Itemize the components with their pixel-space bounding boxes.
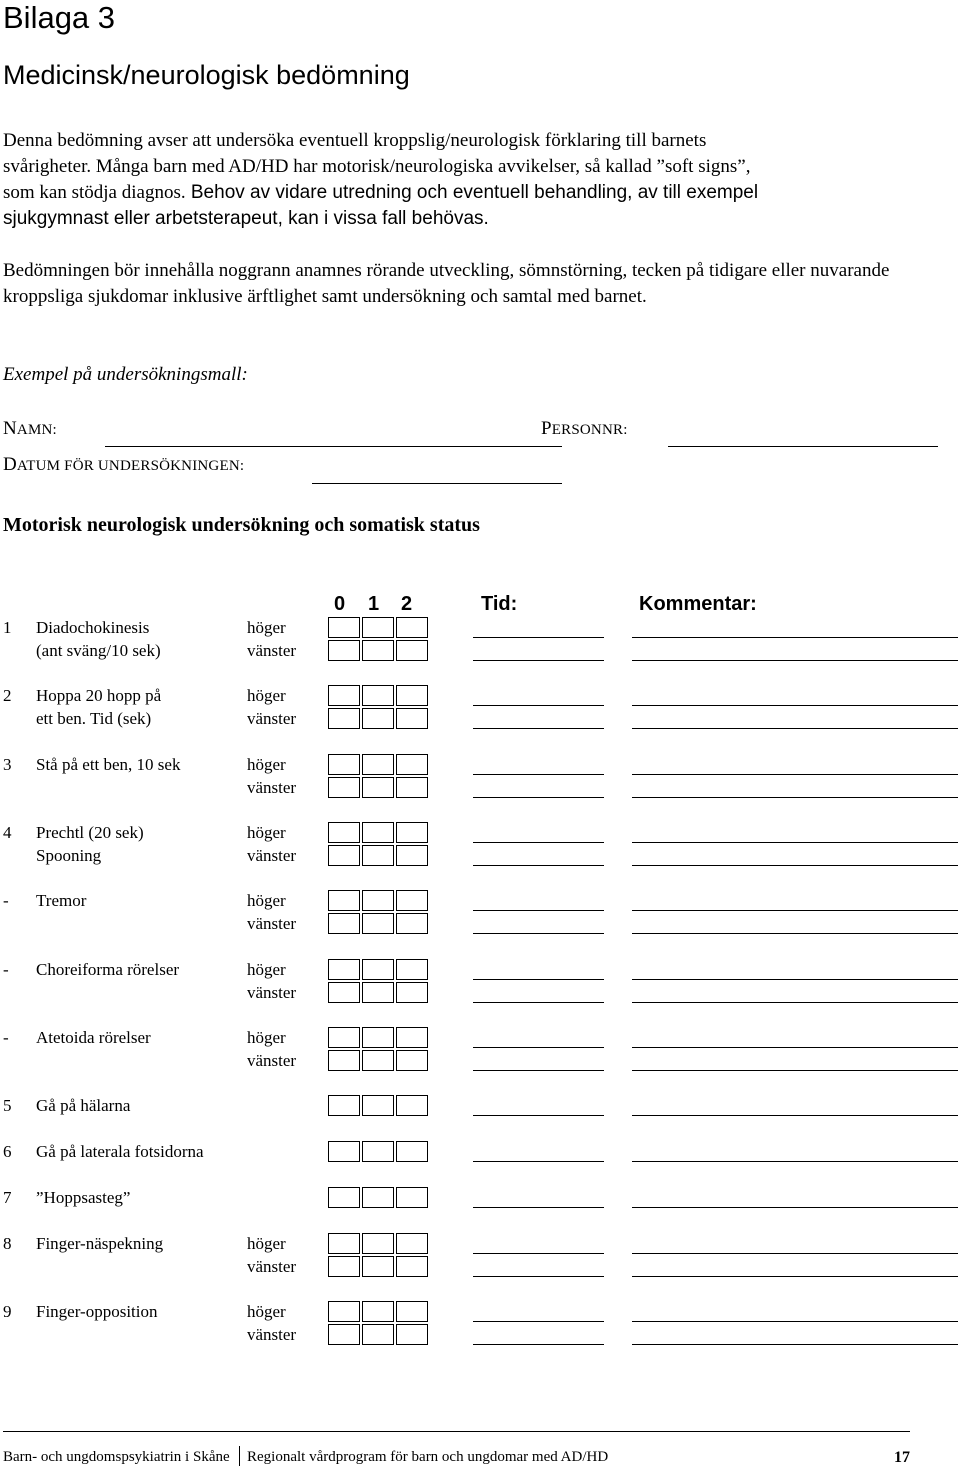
score-2-checkbox[interactable]	[396, 959, 428, 980]
footer-separator	[239, 1446, 240, 1466]
time-input-line[interactable]	[473, 1070, 604, 1071]
score-0-checkbox[interactable]	[328, 1187, 360, 1208]
score-1-checkbox[interactable]	[362, 890, 394, 911]
score-0-checkbox[interactable]	[328, 1027, 360, 1048]
personnr-label-rest: ERSONNR:	[551, 422, 628, 438]
personnr-label	[541, 417, 628, 442]
score-2-checkbox[interactable]	[396, 708, 428, 729]
score-2-checkbox[interactable]	[396, 1095, 428, 1116]
side-label-left: vänster	[247, 914, 297, 933]
row-label: ”Hoppsasteg”	[36, 1188, 131, 1207]
score-1-checkbox[interactable]	[362, 754, 394, 775]
score-2-checkbox[interactable]	[396, 1141, 428, 1162]
example-label: Exempel på undersökningsmall:	[3, 364, 248, 385]
score-0-checkbox[interactable]	[328, 754, 360, 775]
score-1-checkbox[interactable]	[362, 1050, 394, 1071]
score-2-checkbox[interactable]	[396, 1256, 428, 1277]
name-label-rest: AMN:	[16, 422, 57, 438]
score-2-checkbox[interactable]	[396, 845, 428, 866]
side-label-left: vänster	[247, 1325, 297, 1344]
time-input-line[interactable]	[473, 1115, 604, 1116]
personnr-field-line[interactable]	[668, 446, 938, 447]
time-input-line[interactable]	[473, 1002, 604, 1003]
score-1-checkbox[interactable]	[362, 640, 394, 661]
comment-input-line[interactable]	[632, 774, 958, 775]
time-input-line[interactable]	[473, 933, 604, 934]
side-label-left: vänster	[247, 641, 297, 660]
score-0-checkbox[interactable]	[328, 913, 360, 934]
column-score-1: 1	[368, 593, 380, 615]
footer-rule	[3, 1431, 910, 1432]
score-0-checkbox[interactable]	[328, 1233, 360, 1254]
comment-input-line[interactable]	[632, 797, 958, 798]
row-number: 5	[3, 1096, 12, 1115]
score-1-checkbox[interactable]	[362, 1095, 394, 1116]
score-2-checkbox[interactable]	[396, 685, 428, 706]
time-input-line[interactable]	[473, 865, 604, 866]
comment-input-line[interactable]	[632, 1276, 958, 1277]
footer-left-text: Barn- och ungdomspsykiatrin i Skåne	[3, 1449, 230, 1465]
date-label	[3, 453, 244, 478]
score-1-checkbox[interactable]	[362, 1324, 394, 1345]
score-0-checkbox[interactable]	[328, 1141, 360, 1162]
score-2-checkbox[interactable]	[396, 1027, 428, 1048]
comment-input-line[interactable]	[632, 1207, 958, 1208]
score-0-checkbox[interactable]	[328, 982, 360, 1003]
column-time: Tid:	[481, 593, 518, 615]
score-0-checkbox[interactable]	[328, 617, 360, 638]
time-input-line[interactable]	[473, 660, 604, 661]
comment-input-line[interactable]	[632, 1115, 958, 1116]
row-label: Prechtl (20 sek)	[36, 823, 144, 842]
score-2-checkbox[interactable]	[396, 617, 428, 638]
personnr-label-initial: P	[541, 418, 552, 439]
score-2-checkbox[interactable]	[396, 640, 428, 661]
side-label-right: höger	[247, 618, 286, 637]
comment-input-line[interactable]	[632, 1253, 958, 1254]
row-label: Stå på ett ben, 10 sek	[36, 755, 181, 774]
row-number: -	[3, 891, 9, 910]
score-1-checkbox[interactable]	[362, 777, 394, 798]
row-number: 3	[3, 755, 12, 774]
time-input-line[interactable]	[473, 774, 604, 775]
row-label: Finger-näspekning	[36, 1234, 164, 1253]
time-input-line[interactable]	[473, 728, 604, 729]
score-2-checkbox[interactable]	[396, 890, 428, 911]
row-label-continued: (ant sväng/10 sek)	[36, 641, 161, 660]
side-label-left: vänster	[247, 709, 297, 728]
time-input-line[interactable]	[473, 1321, 604, 1322]
side-label-left: vänster	[247, 778, 297, 797]
score-2-checkbox[interactable]	[396, 1187, 428, 1208]
date-label-initial: D	[3, 454, 17, 475]
score-1-checkbox[interactable]	[362, 708, 394, 729]
time-input-line[interactable]	[473, 1344, 604, 1345]
date-label-rest: ATUM FÖR UNDERSÖKNINGEN:	[16, 458, 245, 474]
intro-p1-line-1: Denna bedömning avser att undersöka eventuell kroppslig/neurologisk förklaring till barnets	[3, 130, 707, 151]
intro-p1-line-3: som kan stödja diagnos.	[3, 182, 186, 203]
score-0-checkbox[interactable]	[328, 640, 360, 661]
score-0-checkbox[interactable]	[328, 708, 360, 729]
comment-input-line[interactable]	[632, 1344, 958, 1345]
name-label-initial: N	[3, 418, 17, 439]
intro-p1-arial-2: sjukgymnast eller arbetsterapeut, kan i vissa fall behövas.	[3, 208, 489, 229]
score-0-checkbox[interactable]	[328, 1050, 360, 1071]
row-label: Tremor	[36, 891, 87, 910]
score-2-checkbox[interactable]	[396, 777, 428, 798]
column-score-2: 2	[401, 593, 413, 615]
comment-input-line[interactable]	[632, 1002, 958, 1003]
score-2-checkbox[interactable]	[396, 913, 428, 934]
row-label-continued: Spooning	[36, 846, 102, 865]
row-number: 4	[3, 823, 12, 842]
side-label-right: höger	[247, 823, 286, 842]
score-1-checkbox[interactable]	[362, 913, 394, 934]
comment-input-line[interactable]	[632, 660, 958, 661]
time-input-line[interactable]	[473, 705, 604, 706]
score-1-checkbox[interactable]	[362, 1027, 394, 1048]
comment-input-line[interactable]	[632, 1161, 958, 1162]
time-input-line[interactable]	[473, 910, 604, 911]
score-1-checkbox[interactable]	[362, 845, 394, 866]
document-title: Bilaga 3	[3, 0, 116, 35]
score-1-checkbox[interactable]	[362, 1141, 394, 1162]
row-number: 7	[3, 1188, 12, 1207]
intro-paragraph-2: Bedömningen bör innehålla noggrann anamnes rörande utveckling, sömnstörning, tecken på tidigare eller nuvarande kroppsliga sjukdomar inklusive ärftlighet samt undersökning och samtal med barnet.	[3, 260, 890, 307]
comment-input-line[interactable]	[632, 933, 958, 934]
intro-p1-line-2: svårigheter. Många barn med AD/HD har motorisk/neurologiska avvikelser, så kallad ”soft signs”,	[3, 156, 751, 177]
score-2-checkbox[interactable]	[396, 822, 428, 843]
row-number: -	[3, 960, 9, 979]
score-0-checkbox[interactable]	[328, 1324, 360, 1345]
score-1-checkbox[interactable]	[362, 959, 394, 980]
time-input-line[interactable]	[473, 797, 604, 798]
column-score-0: 0	[334, 593, 346, 615]
score-0-checkbox[interactable]	[328, 959, 360, 980]
score-2-checkbox[interactable]	[396, 982, 428, 1003]
comment-input-line[interactable]	[632, 1070, 958, 1071]
side-label-right: höger	[247, 686, 286, 705]
score-2-checkbox[interactable]	[396, 1050, 428, 1071]
row-number: 1	[3, 618, 12, 637]
row-label: Diadochokinesis	[36, 618, 150, 637]
score-2-checkbox[interactable]	[396, 1233, 428, 1254]
row-label: Gå på laterala fotsidorna	[36, 1142, 204, 1161]
score-0-checkbox[interactable]	[328, 777, 360, 798]
page-number: 17	[894, 1449, 910, 1466]
name-field-line[interactable]	[105, 446, 562, 447]
row-number: -	[3, 1028, 9, 1047]
footer-right-text: Regionalt vårdprogram för barn och ungdomar med AD/HD	[247, 1449, 609, 1465]
column-comment: Kommentar:	[639, 593, 757, 615]
row-label: Finger-opposition	[36, 1302, 158, 1321]
row-label-continued: ett ben. Tid (sek)	[36, 709, 152, 728]
score-0-checkbox[interactable]	[328, 1095, 360, 1116]
score-1-checkbox[interactable]	[362, 685, 394, 706]
time-input-line[interactable]	[473, 637, 604, 638]
score-2-checkbox[interactable]	[396, 1301, 428, 1322]
comment-input-line[interactable]	[632, 1321, 958, 1322]
row-label: Gå på hälarna	[36, 1096, 131, 1115]
score-1-checkbox[interactable]	[362, 1233, 394, 1254]
comment-input-line[interactable]	[632, 1047, 958, 1048]
side-label-right: höger	[247, 891, 286, 910]
score-0-checkbox[interactable]	[328, 822, 360, 843]
row-number: 2	[3, 686, 12, 705]
row-label: Atetoida rörelser	[36, 1028, 151, 1047]
comment-input-line[interactable]	[632, 979, 958, 980]
time-input-line[interactable]	[473, 979, 604, 980]
comment-input-line[interactable]	[632, 637, 958, 638]
row-number: 9	[3, 1302, 12, 1321]
document-subtitle: Medicinsk/neurologisk bedömning	[3, 60, 410, 90]
score-1-checkbox[interactable]	[362, 1256, 394, 1277]
comment-input-line[interactable]	[632, 842, 958, 843]
side-label-left: vänster	[247, 1051, 297, 1070]
score-1-checkbox[interactable]	[362, 1187, 394, 1208]
side-label-right: höger	[247, 960, 286, 979]
row-label: Choreiforma rörelser	[36, 960, 180, 979]
side-label-right: höger	[247, 1302, 286, 1321]
time-input-line[interactable]	[473, 1276, 604, 1277]
score-0-checkbox[interactable]	[328, 685, 360, 706]
score-2-checkbox[interactable]	[396, 1324, 428, 1345]
score-1-checkbox[interactable]	[362, 1301, 394, 1322]
name-label	[3, 417, 57, 442]
comment-input-line[interactable]	[632, 865, 958, 866]
comment-input-line[interactable]	[632, 728, 958, 729]
score-1-checkbox[interactable]	[362, 822, 394, 843]
side-label-right: höger	[247, 1234, 286, 1253]
side-label-right: höger	[247, 755, 286, 774]
row-number: 8	[3, 1234, 12, 1253]
side-label-right: höger	[247, 1028, 286, 1047]
score-0-checkbox[interactable]	[328, 845, 360, 866]
score-0-checkbox[interactable]	[328, 1256, 360, 1277]
date-field-line[interactable]	[312, 483, 562, 484]
time-input-line[interactable]	[473, 1207, 604, 1208]
time-input-line[interactable]	[473, 1253, 604, 1254]
score-1-checkbox[interactable]	[362, 982, 394, 1003]
time-input-line[interactable]	[473, 1047, 604, 1048]
section-title: Motorisk neurologisk undersökning och somatisk status	[3, 514, 480, 536]
score-1-checkbox[interactable]	[362, 617, 394, 638]
comment-input-line[interactable]	[632, 910, 958, 911]
score-0-checkbox[interactable]	[328, 1301, 360, 1322]
intro-paragraph-1	[3, 128, 923, 232]
side-label-left: vänster	[247, 1257, 297, 1276]
comment-input-line[interactable]	[632, 705, 958, 706]
side-label-left: vänster	[247, 983, 297, 1002]
row-label: Hoppa 20 hopp på	[36, 686, 162, 705]
time-input-line[interactable]	[473, 1161, 604, 1162]
score-2-checkbox[interactable]	[396, 754, 428, 775]
score-0-checkbox[interactable]	[328, 890, 360, 911]
time-input-line[interactable]	[473, 842, 604, 843]
intro-p1-arial-1: Behov av vidare utredning och eventuell behandling, av till exempel	[185, 182, 759, 203]
side-label-left: vänster	[247, 846, 297, 865]
row-number: 6	[3, 1142, 12, 1161]
